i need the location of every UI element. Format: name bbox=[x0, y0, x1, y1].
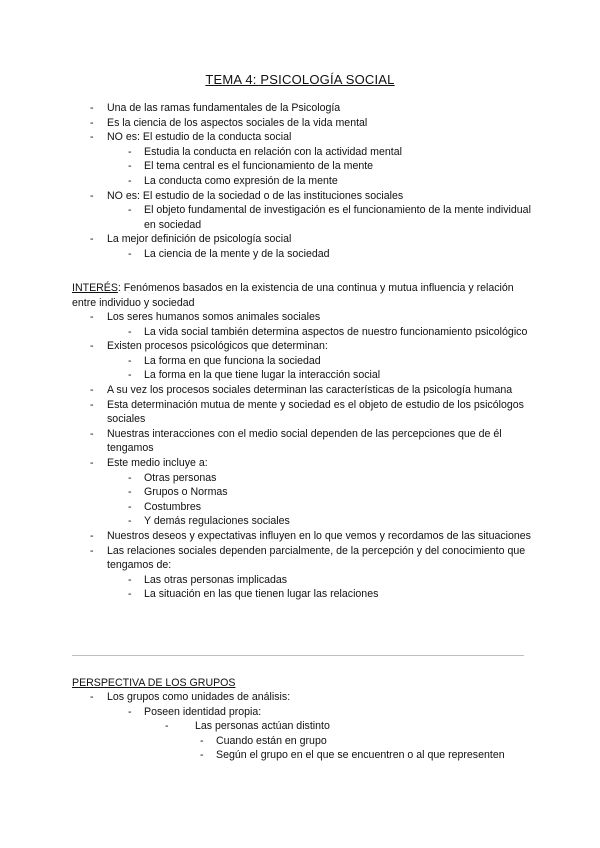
list-item: - La conducta como expresión de la mente bbox=[0, 174, 540, 189]
list-item: - A su vez los procesos sociales determinan las características de la psicología humana bbox=[0, 383, 540, 398]
list-item: - Grupos o Normas bbox=[0, 485, 540, 500]
interes-list bbox=[0, 310, 540, 602]
list-item: - Es la ciencia de los aspectos sociales de la vida mental bbox=[0, 116, 540, 131]
list-item: - La forma en la que tiene lugar la interacción social bbox=[0, 368, 540, 383]
perspectiva-heading: PERSPECTIVA DE LOS GRUPOS bbox=[72, 677, 236, 689]
page-title: TEMA 4: PSICOLOGÍA SOCIAL bbox=[205, 72, 395, 87]
grupos-list bbox=[0, 690, 540, 763]
list-item: - Cuando están en grupo bbox=[0, 734, 540, 749]
list-item: - Los grupos como unidades de análisis: bbox=[0, 690, 540, 705]
list-item: - La mejor definición de psicología social bbox=[0, 232, 540, 247]
interes-label: INTERÉS bbox=[72, 282, 118, 294]
section-divider bbox=[72, 655, 524, 656]
interes-text: : Fenómenos basados en la existencia de una continua y mutua influencia y relación entre individuo y sociedad bbox=[72, 282, 514, 309]
definition-list bbox=[0, 101, 540, 262]
list-item: - Según el grupo en el que se encuentren o al que representen bbox=[0, 748, 540, 763]
list-item: - NO es: El estudio de la sociedad o de las instituciones sociales bbox=[0, 189, 540, 204]
list-item: - El objeto fundamental de investigación es el funcionamiento de la mente individual en sociedad bbox=[0, 203, 540, 232]
list-item: - Costumbres bbox=[0, 500, 540, 515]
list-item: - Los seres humanos somos animales sociales bbox=[0, 310, 540, 325]
list-item: - Una de las ramas fundamentales de la Psicología bbox=[0, 101, 540, 116]
list-item: - Estudia la conducta en relación con la actividad mental bbox=[0, 145, 540, 160]
list-item: - Existen procesos psicológicos que determinan: bbox=[0, 339, 540, 354]
list-item: - Otras personas bbox=[0, 471, 540, 486]
list-item: - Y demás regulaciones sociales bbox=[0, 514, 540, 529]
list-item: - La forma en que funciona la sociedad bbox=[0, 354, 540, 369]
list-item: - Poseen identidad propia: bbox=[0, 705, 540, 720]
list-item: - Las otras personas implicadas bbox=[0, 573, 540, 588]
list-item: - Nuestros deseos y expectativas influyen en lo que vemos y recordamos de las situaciones bbox=[0, 529, 540, 544]
list-item: - La ciencia de la mente y de la sociedad bbox=[0, 247, 540, 262]
list-item: - Las relaciones sociales dependen parcialmente, de la percepción y del conocimiento que tengamos de: bbox=[0, 544, 540, 573]
list-item: - Nuestras interacciones con el medio social dependen de las percepciones que de él tengamos bbox=[0, 427, 540, 456]
list-item: - El tema central es el funcionamiento de la mente bbox=[0, 159, 540, 174]
list-item: - NO es: El estudio de la conducta social bbox=[0, 130, 540, 145]
interes-paragraph bbox=[72, 281, 532, 310]
list-item: - Las personas actúan distinto bbox=[0, 719, 540, 734]
list-item: - Esta determinación mutua de mente y sociedad es el objeto de estudio de los psicólogos sociales bbox=[0, 398, 540, 427]
list-item: - La situación en las que tienen lugar las relaciones bbox=[0, 587, 540, 602]
list-item: - La vida social también determina aspectos de nuestro funcionamiento psicológico bbox=[0, 325, 540, 340]
list-item: - Este medio incluye a: bbox=[0, 456, 540, 471]
